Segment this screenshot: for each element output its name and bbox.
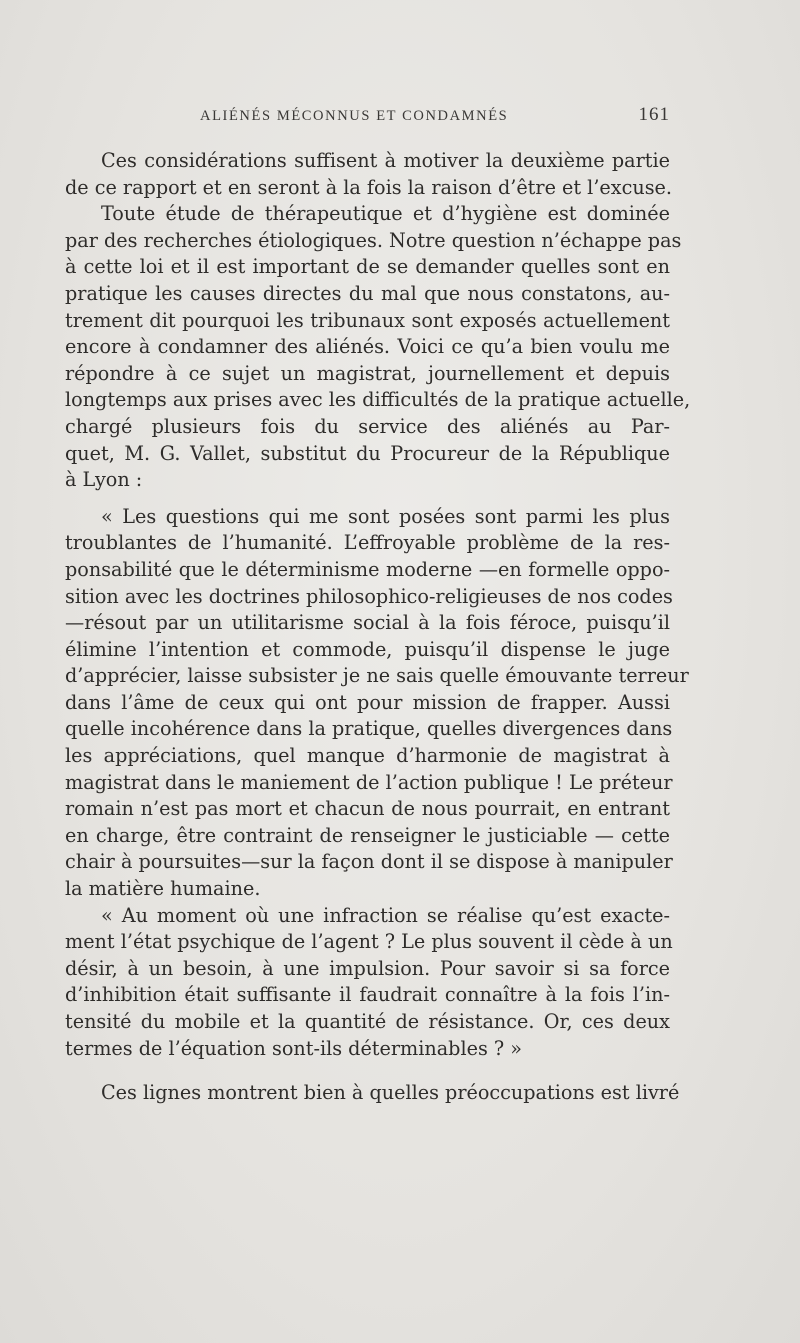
text-line: encore à condamner des aliénés. Voici ce qu’a bien voulu me: [65, 335, 670, 359]
text-line: par des recherches étiologiques. Notre question n’échappe pas: [65, 228, 682, 252]
page-number: 161: [638, 104, 670, 125]
text-line: désir, à un besoin, à une impulsion. Pour savoir si sa force: [65, 956, 670, 980]
text-line: Toute étude de thérapeutique et d’hygiène est dominée: [101, 202, 670, 226]
text-line: pratique les causes directes du mal que nous constatons, au-: [65, 281, 670, 305]
text-line: la matière humaine.: [65, 877, 261, 901]
running-head: ALIÉNÉS MÉCONNUS ET CONDAMNÉS: [200, 108, 509, 124]
text-line: à Lyon :: [65, 468, 143, 492]
text-line: « Les questions qui me sont posées sont parmi les plus: [101, 504, 670, 528]
text-line: à cette loi et il est important de se demander quelles sont en: [65, 255, 670, 279]
text-line: termes de l’équation sont-ils déterminables ? »: [65, 1036, 523, 1060]
text-line: sition avec les doctrines philosophico-religieuses de nos codes: [65, 584, 673, 608]
page-header: [200, 104, 670, 134]
text-line: troublantes de l’humanité. L’effroyable problème de la res-: [65, 531, 670, 555]
text-line: répondre à ce sujet un magistrat, journellement et depuis: [65, 361, 670, 385]
text-line: « Au moment où une infraction se réalise qu’est exacte-: [101, 903, 670, 927]
text-line: les appréciations, quel manque d’harmonie de magistrat à: [65, 744, 670, 768]
text-line: —résout par un utilitarisme social à la fois féroce, puisqu’il: [65, 611, 670, 635]
text-line: quelle incohérence dans la pratique, quelles divergences dans: [65, 717, 673, 741]
text-line: trement dit pourquoi les tribunaux sont exposés actuellement: [65, 308, 670, 332]
text-line: longtemps aux prises avec les difficultés de la pratique actuelle,: [65, 388, 691, 412]
text-line: dans l’âme de ceux qui ont pour mission de frapper. Aussi: [65, 690, 670, 714]
text-line: magistrat dans le maniement de l’action publique ! Le préteur: [65, 770, 673, 794]
text-line: Ces lignes montrent bien à quelles préoccupations est livré: [101, 1081, 680, 1105]
text-line: ment l’état psychique de l’agent ? Le plus souvent il cède à un: [65, 930, 673, 954]
text-line: tensité du mobile et la quantité de résistance. Or, ces deux: [65, 1010, 670, 1033]
text-line: élimine l’intention et commode, puisqu’il dispense le juge: [65, 637, 670, 661]
text-line: chair à poursuites—sur la façon dont il se dispose à manipuler: [65, 850, 673, 874]
text-line: d’inhibition était suffisante il faudrait connaître à la fois l’in-: [65, 983, 670, 1007]
body-text: [65, 148, 691, 1107]
text-line: Ces considérations suffisent à motiver la deuxième partie: [101, 149, 670, 172]
text-line: chargé plusieurs fois du service des aliénés au Par-: [65, 414, 670, 438]
text-line: ponsabilité que le déterminisme moderne —en formelle oppo-: [65, 557, 670, 581]
text-line: en charge, être contraint de renseigner le justiciable — cette: [65, 823, 670, 847]
text-line: d’apprécier, laisse subsister je ne sais quelle émouvante terreur: [65, 664, 689, 688]
text-line: de ce rapport et en seront à la fois la raison d’être et l’excuse.: [65, 175, 673, 199]
text-line: romain n’est pas mort et chacun de nous pourrait, en entrant: [65, 797, 670, 821]
text-line: quet, M. G. Vallet, substitut du Procureur de la République: [65, 441, 670, 465]
